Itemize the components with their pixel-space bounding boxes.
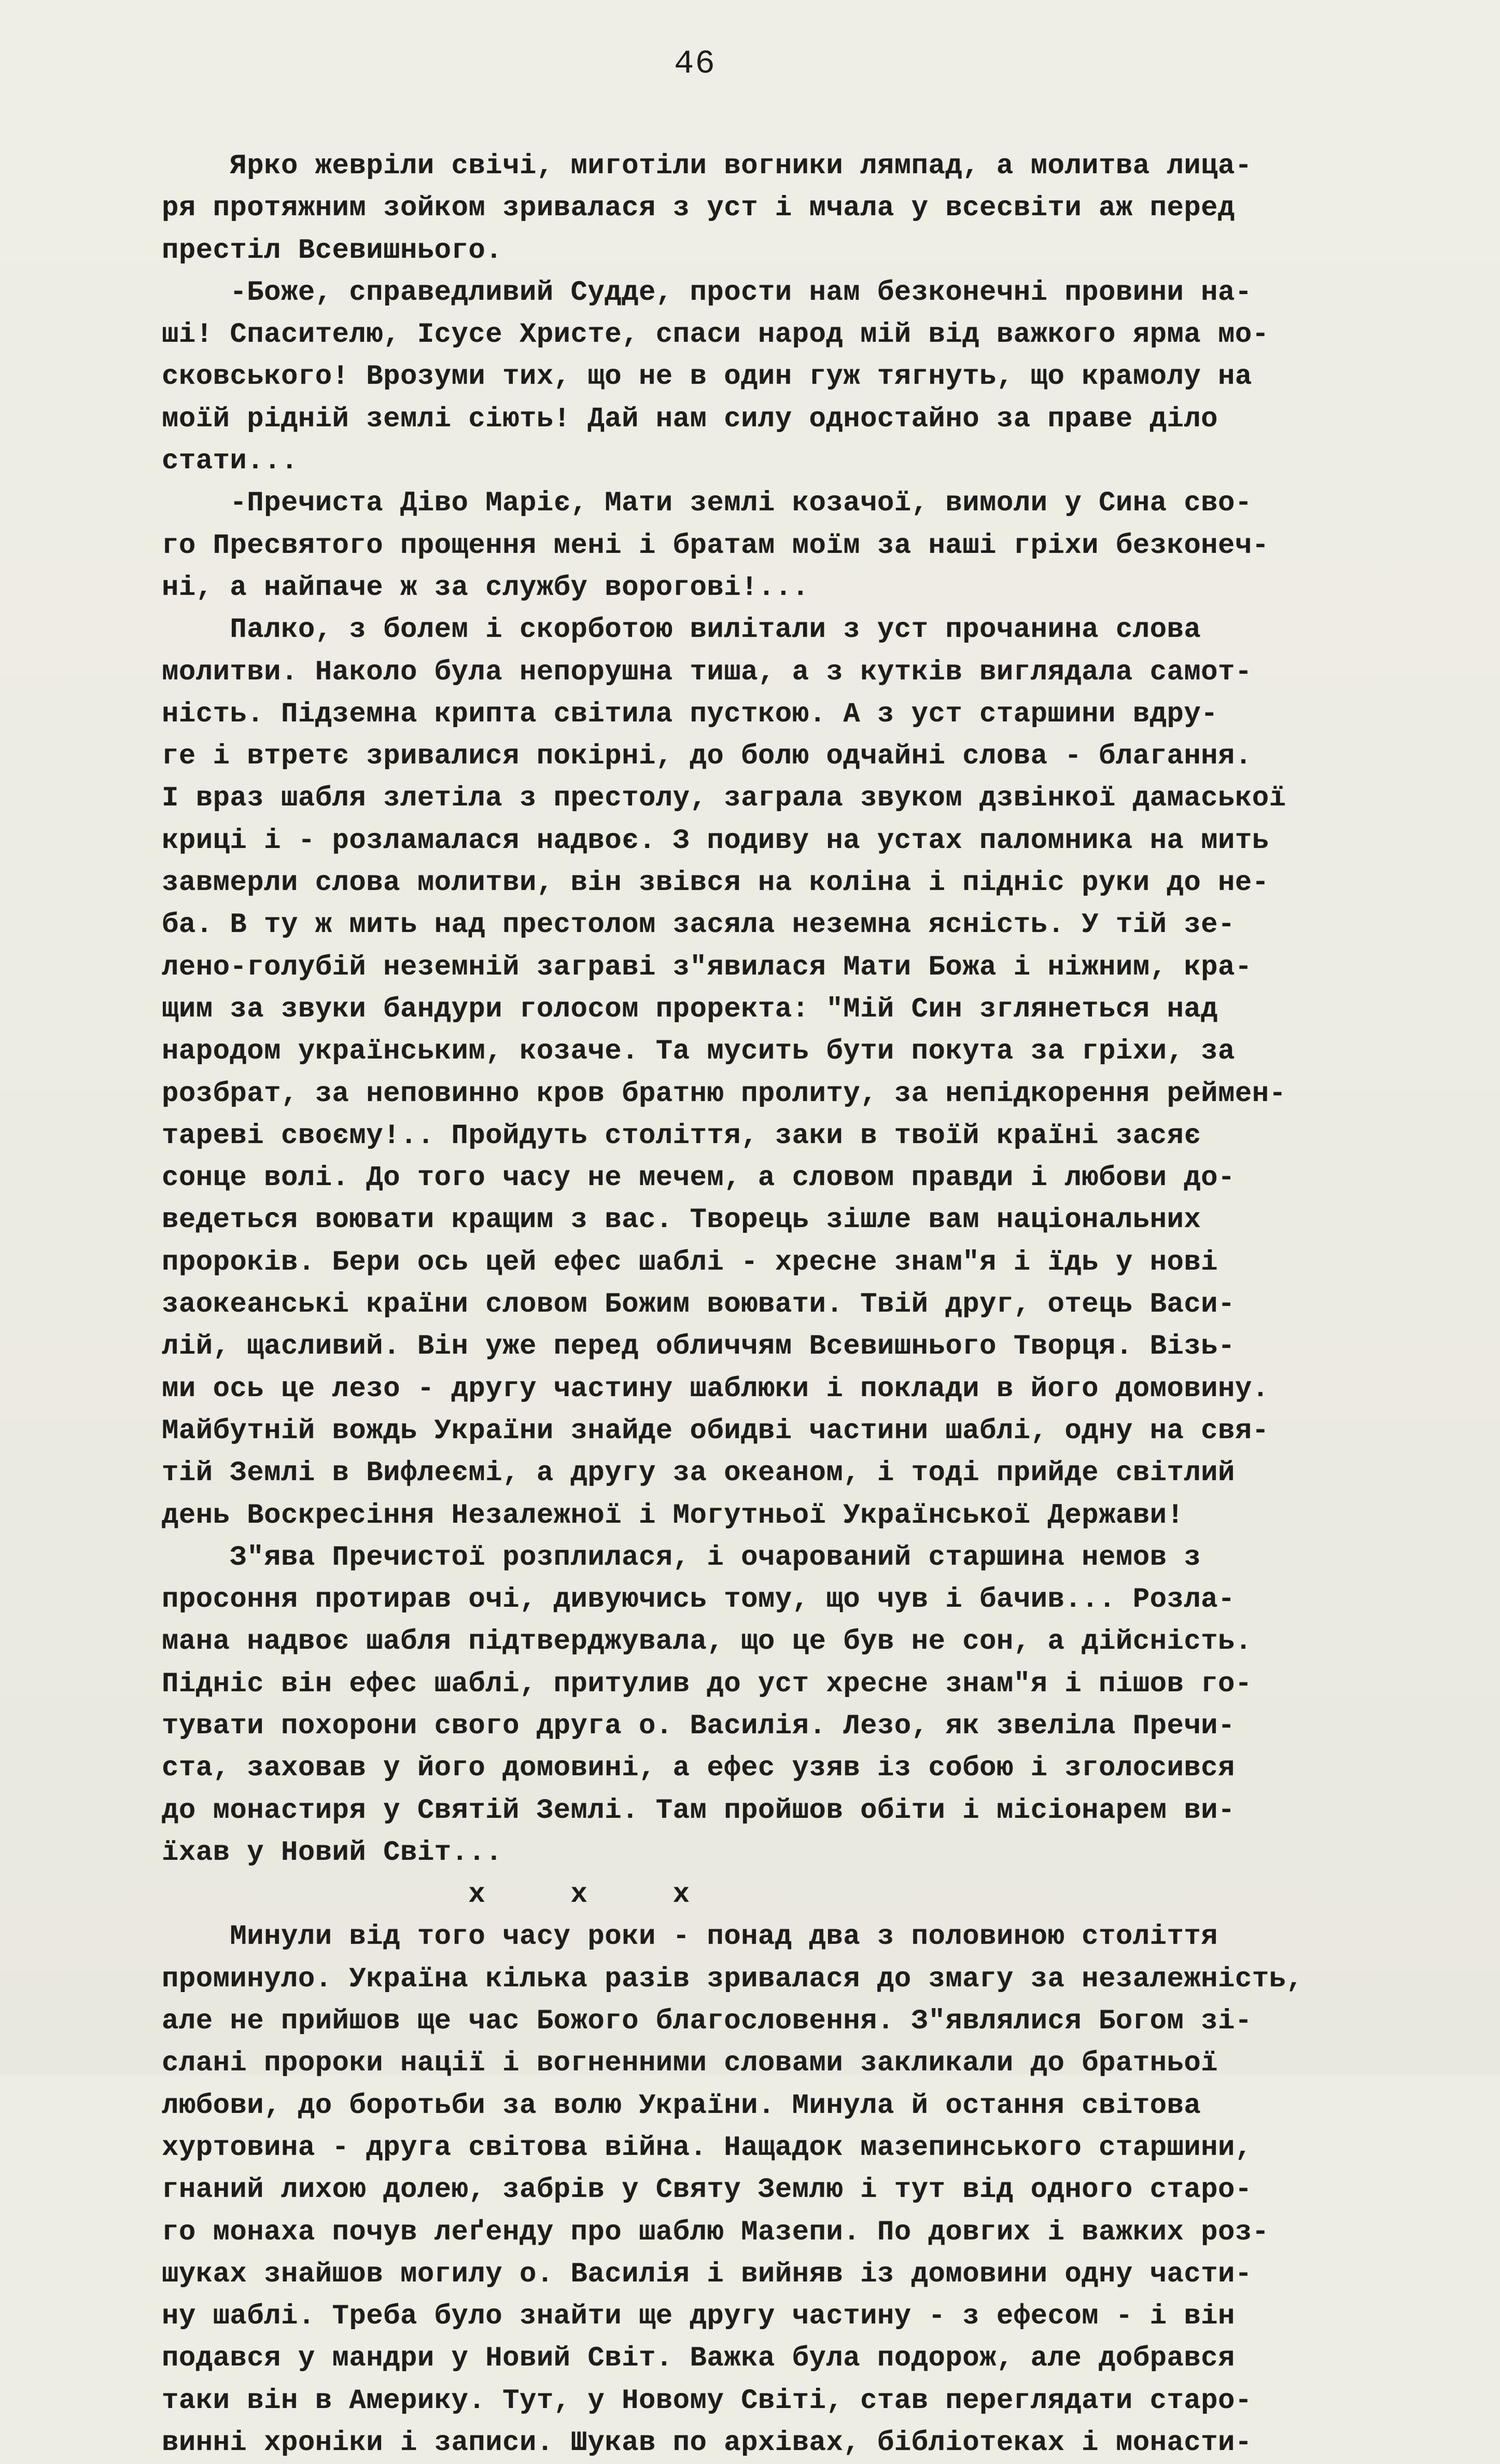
text-line: І враз шабля злетіла з престолу, заграла звуком дзвінкої дамаської bbox=[162, 783, 1286, 815]
text-line: тій Землі в Вифлеємі, а другу за океаном, і тоді прийде світлий bbox=[162, 1457, 1235, 1489]
text-line: ря протяжним зойком зривалася з уст і мчала у всесвіти аж перед bbox=[162, 192, 1235, 225]
text-line: любови, до боротьби за волю України. Минула й остання світова bbox=[162, 2090, 1201, 2122]
text-line: го монаха почув леґенду про шаблю Мазепи. По довгих і важких роз- bbox=[162, 2216, 1269, 2248]
text-line: ста, заховав у його домовині, а ефес узяв із собою і зголосився bbox=[162, 1752, 1235, 1785]
text-line: ге і втретє зривалися покірні, до болю одчайні слова - благання. bbox=[162, 741, 1252, 773]
text-line: проминуло. Україна кілька разів зривалася до змагу за незалежність, bbox=[162, 1963, 1303, 1995]
text-line: Минули від того часу роки - понад два з половиною століття bbox=[162, 1921, 1218, 1953]
text-line: криці і - розламалася надвоє. З подиву на устах паломника на мить bbox=[162, 825, 1269, 857]
text-line: подався у мандри у Новий Світ. Важка була подорож, але добрався bbox=[162, 2343, 1235, 2375]
text-line: просоння протирав очі, дивуючись тому, що чув і бачив... Розла- bbox=[162, 1584, 1235, 1616]
text-line: таки він в Америку. Тут, у Новому Світі, став переглядати старо- bbox=[162, 2385, 1252, 2417]
text-line: гнаний лихою долею, забрів у Святу Землю і тут від одного старо- bbox=[162, 2174, 1252, 2206]
text-line: але не прийшов ще час Божого благословення. З"являлися Богом зі- bbox=[162, 2006, 1252, 2038]
text-line: ні, а найпаче ж за службу ворогові!... bbox=[162, 572, 809, 604]
text-line: молитви. Наколо була непорушна тиша, а з кутків виглядала самот- bbox=[162, 656, 1252, 688]
text-line: слані пророки нації і вогненними словами закликали до братньої bbox=[162, 2048, 1218, 2080]
text-line: мана надвоє шабля підтверджувала, що це був не сон, а дійсність. bbox=[162, 1626, 1252, 1658]
text-line: ми ось це лезо - другу частину шаблюки і поклади в його домовину. bbox=[162, 1373, 1269, 1405]
text-line: день Воскресіння Незалежної і Могутньої Української Держави! bbox=[162, 1499, 1184, 1532]
text-line: го Пресвятого прощення мені і братам моїм за наші гріхи безконеч- bbox=[162, 530, 1269, 562]
text-line: стати... bbox=[162, 446, 298, 478]
text-line: ведеться воювати кращим з вас. Творець зішле вам національних bbox=[162, 1204, 1201, 1236]
text-line: x x x bbox=[162, 1879, 690, 1911]
text-line: Палко, з болем і скорботою вилітали з уст прочанина слова bbox=[162, 614, 1201, 646]
text-line: -Боже, справедливий Судде, прости нам безконечні провини на- bbox=[162, 276, 1252, 309]
text-line: завмерли слова молитви, він звівся на коліна і підніс руки до не- bbox=[162, 867, 1269, 899]
text-line: шуках знайшов могилу о. Василія і вийняв із домовини одну части- bbox=[162, 2258, 1252, 2290]
text-line: Майбутній вождь України знайде обидві частини шаблі, одну на свя- bbox=[162, 1415, 1269, 1447]
text-line: -Пречиста Діво Маріє, Мати землі козачої, вимоли у Сина сво- bbox=[162, 488, 1252, 520]
text-line: хуртовина - друга світова війна. Нащадок мазепинського старшини, bbox=[162, 2132, 1252, 2164]
text-line: ба. В ту ж мить над престолом засяла неземна ясність. У тій зе- bbox=[162, 909, 1235, 941]
text-line: тареві своєму!.. Пройдуть століття, заки в твоїй країні засяє bbox=[162, 1120, 1201, 1152]
text-line: Ярко жевріли свічі, миготіли вогники лямпад, а молитва лица- bbox=[162, 150, 1252, 182]
document-body bbox=[162, 145, 1349, 2464]
text-line: винні хроніки і записи. Шукав по архівах, бібліотеках і монасти- bbox=[162, 2427, 1252, 2459]
text-line: ну шаблі. Треба було знайти ще другу частину - з ефесом - і він bbox=[162, 2301, 1235, 2333]
text-line: Підніс він ефес шаблі, притулив до уст хресне знам"я і пішов го- bbox=[162, 1668, 1252, 1700]
text-line: до монастиря у Святій Землі. Там пройшов обіти і місіонарем ви- bbox=[162, 1794, 1235, 1827]
text-line: розбрат, за неповинно кров братню пролиту, за непідкорення реймен- bbox=[162, 1078, 1286, 1110]
text-line: пророків. Бери ось цей ефес шаблі - хресне знам"я і їдь у нові bbox=[162, 1246, 1218, 1278]
text-line: народом українським, козаче. Та мусить бути покута за гріхи, за bbox=[162, 1036, 1235, 1068]
text-line: ші! Спасителю, Ісусе Христе, спаси народ мій від важкого ярма мо- bbox=[162, 319, 1269, 351]
text-line: їхав у Новий Світ... bbox=[162, 1836, 503, 1869]
page-number: 46 bbox=[674, 46, 716, 83]
text-line: заокеанські країни словом Божим воювати. Твій друг, отець Васи- bbox=[162, 1289, 1235, 1321]
text-line: тувати похорони свого друга о. Василія. Лезо, як звеліла Пречи- bbox=[162, 1710, 1235, 1742]
text-line: ність. Підземна крипта світила пусткою. А з уст старшини вдру- bbox=[162, 698, 1218, 730]
text-line: З"ява Пречистої розплилася, і очарований старшина немов з bbox=[162, 1541, 1201, 1574]
text-line: лій, щасливий. Він уже перед обличчям Всевишнього Творця. Візь- bbox=[162, 1331, 1235, 1363]
text-line: сковського! Врозуми тих, що не в один гуж тягнуть, що крамолу на bbox=[162, 361, 1252, 393]
text-line: сонце волі. До того часу не мечем, а словом правди і любови до- bbox=[162, 1162, 1235, 1194]
text-line: моїй рідній землі сіють! Дай нам силу одностайно за праве діло bbox=[162, 403, 1218, 435]
text-line: лено-голубій неземній заграві з"явилася Мати Божа і ніжним, кра- bbox=[162, 951, 1252, 983]
text-line: престіл Всевишнього. bbox=[162, 234, 503, 267]
text-line: щим за звуки бандури голосом проректа: "Мій Син зглянеться над bbox=[162, 993, 1218, 1025]
